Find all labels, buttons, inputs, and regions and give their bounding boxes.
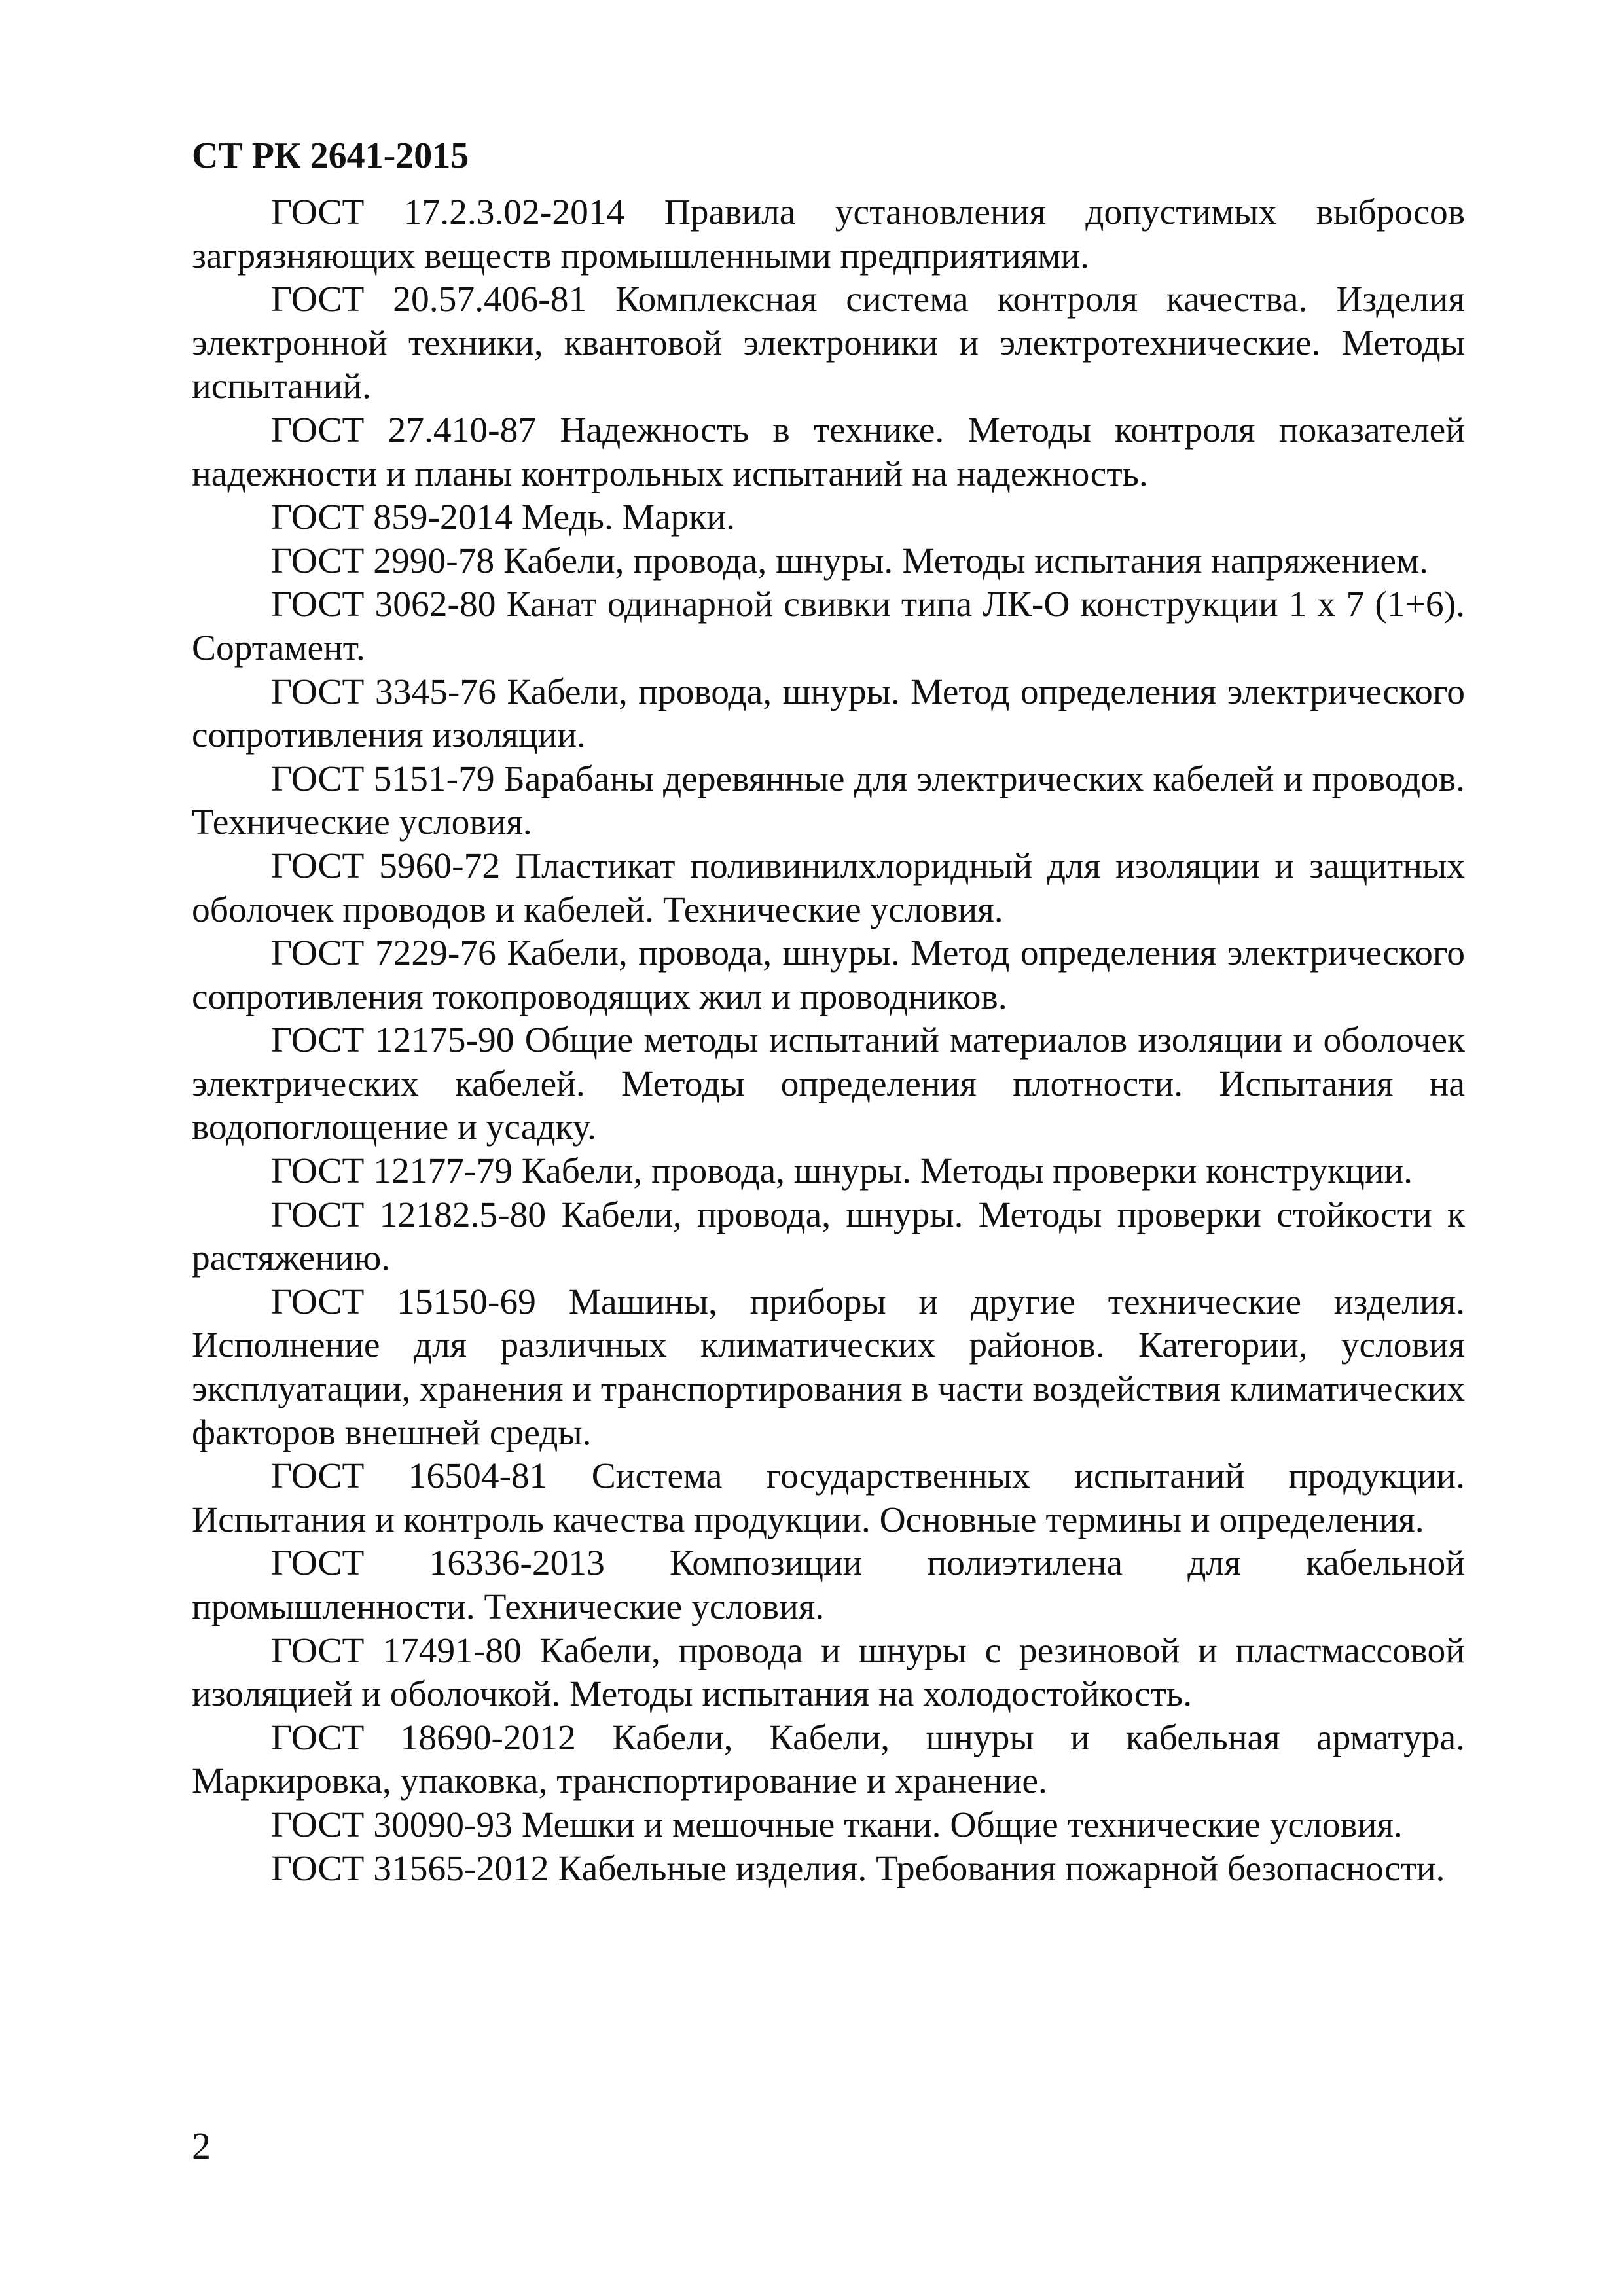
reference-code: ГОСТ 16336-2013 [271,1543,605,1584]
document-code-header: СТ РК 2641-2015 [192,135,469,176]
reference-item [192,1281,1465,1455]
reference-item [192,1194,1465,1281]
reference-code: ГОСТ 15150-69 [271,1282,536,1322]
reference-title: Система государственных испытаний продукции. Испытания и контроль качества продукции. Основные термины и определения. [192,1456,1465,1540]
reference-code: ГОСТ 5151-79 [271,759,495,799]
reference-title: Машины, приборы и другие технические изделия. Исполнение для различных климатических районов. Категории, условия эксплуатации, хранения и транспортирования в части воздействия климатических факторов внешней среды. [192,1282,1465,1453]
reference-code: ГОСТ 17491-80 [271,1630,522,1671]
reference-code: ГОСТ 12175-90 [271,1020,514,1061]
reference-title: Кабели, провода, шнуры. Методы проверки конструкции. [521,1151,1413,1192]
reference-item [192,1848,1465,1892]
page-number: 2 [192,2125,211,2167]
reference-item [192,845,1465,932]
reference-title: Композиции полиэтилена для кабельной промышленности. Технические условия. [192,1543,1465,1627]
reference-item [192,1630,1465,1717]
reference-item [192,1150,1465,1194]
reference-title: Общие методы испытаний материалов изоляции и оболочек электрических кабелей. Методы определения плотности. Испытания на водопоглощение и усадку. [192,1020,1465,1148]
reference-item [192,1455,1465,1542]
reference-item [192,758,1465,845]
reference-item [192,1717,1465,1804]
reference-title: Канат одинарной свивки типа ЛК-О конструкции 1 х 7 (1+6). Сортамент. [192,584,1466,668]
reference-code: ГОСТ 12182.5-80 [271,1194,547,1235]
reference-title: Комплексная система контроля качества. Изделия электронной техники, квантовой электроники и электротехнические. Методы испытаний. [192,279,1466,407]
reference-code: ГОСТ 27.410-87 [271,410,537,450]
reference-title: Кабели, провода, шнуры. Методы испытания напряжением. [503,541,1428,581]
reference-code: ГОСТ 7229-76 [271,933,496,974]
reference-code: ГОСТ 5960-72 [271,846,501,886]
reference-title: Кабели, провода, шнуры. Методы проверки стойкости к растяжению. [192,1194,1465,1279]
reference-item [192,671,1465,758]
reference-item [192,1019,1465,1150]
reference-title: Надежность в технике. Методы контроля показателей надежности и планы контрольных испытаний на надежность. [192,410,1465,494]
reference-code: ГОСТ 3062-80 [271,584,496,625]
reference-item [192,191,1465,278]
reference-code: ГОСТ 3345-76 [271,672,496,712]
reference-code: ГОСТ 12177-79 [271,1151,513,1192]
reference-code: ГОСТ 2990-78 [271,541,495,581]
reference-title: Кабельные изделия. Требования пожарной безопасности. [558,1848,1445,1889]
normative-references-list [192,191,1465,1891]
reference-item [192,583,1465,670]
reference-code: ГОСТ 18690-2012 [271,1717,576,1758]
reference-code: ГОСТ 17.2.3.02-2014 [271,192,625,232]
reference-item [192,409,1465,496]
reference-item [192,496,1465,540]
reference-title: Медь. Марки. [521,497,735,538]
reference-code: ГОСТ 31565-2012 [271,1848,549,1889]
reference-code: ГОСТ 30090-93 [271,1804,513,1845]
reference-code: ГОСТ 16504-81 [271,1456,548,1497]
reference-title: Кабели, провода, шнуры. Метод определения электрического сопротивления изоляции. [192,672,1466,756]
reference-item [192,540,1465,584]
reference-title: Мешки и мешочные ткани. Общие технические условия. [521,1804,1403,1845]
reference-title: Кабели, Кабели, шнуры и кабельная арматура. Маркировка, упаковка, транспортирование и хранение. [192,1717,1466,1802]
reference-title: Кабели, провода, шнуры. Метод определения электрического сопротивления токопроводящих жил и проводников. [192,933,1466,1017]
reference-code: ГОСТ 20.57.406-81 [271,279,587,320]
reference-item [192,1542,1465,1629]
reference-title: Правила установления допустимых выбросов загрязняющих веществ промышленными предприятиями. [192,192,1465,276]
reference-item [192,1804,1465,1848]
reference-item [192,278,1465,409]
reference-title: Барабаны деревянные для электрических кабелей и проводов. Технические условия. [192,759,1465,843]
reference-item [192,932,1465,1019]
reference-code: ГОСТ 859-2014 [271,497,513,538]
reference-title: Кабели, провода и шнуры с резиновой и пластмассовой изоляцией и оболочкой. Методы испытания на холодостойкость. [192,1630,1465,1715]
reference-title: Пластикат поливинилхлоридный для изоляции и защитных оболочек проводов и кабелей. Технические условия. [192,846,1465,930]
